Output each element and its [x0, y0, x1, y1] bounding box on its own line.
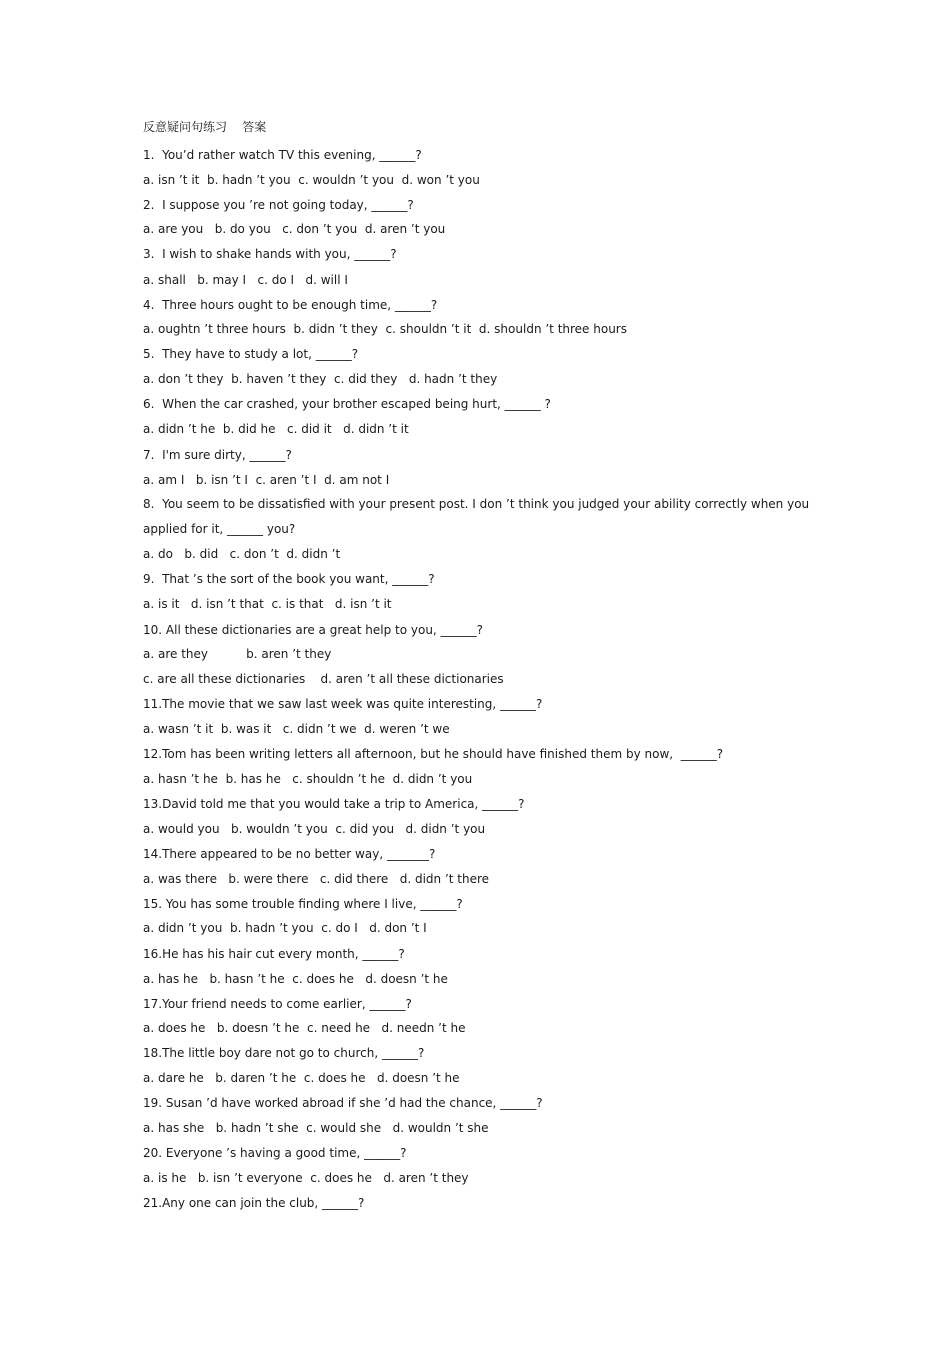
- question-3: 3. I wish to shake hands with you, ______?: [143, 247, 397, 261]
- options-1: a. isn ’t it b. hadn ’t you c. wouldn ’t you d. won ’t you: [143, 173, 480, 187]
- question-1: 1. You’d rather watch TV this evening, ______?: [143, 148, 422, 162]
- question-5: 5. They have to study a lot, ______?: [143, 347, 359, 361]
- question-11: 11.The movie that we saw last week was quite interesting, ______?: [143, 697, 543, 711]
- question-7: 7. I'm sure dirty, ______?: [143, 448, 292, 462]
- options-20: a. is he b. isn ’t everyone c. does he d. aren ’t they: [143, 1171, 469, 1185]
- question-6: 6. When the car crashed, your brother escaped being hurt, ______ ?: [143, 397, 551, 411]
- options-12: a. hasn ’t he b. has he c. shouldn ’t he d. didn ’t you: [143, 772, 473, 786]
- question-20: 20. Everyone ’s having a good time, ______?: [143, 1146, 407, 1160]
- options-5: a. don ’t they b. haven ’t they c. did they d. hadn ’t they: [143, 372, 498, 386]
- options-13: a. would you b. wouldn ’t you c. did you d. didn ’t you: [143, 822, 486, 836]
- options-11: a. wasn ’t it b. was it c. didn ’t we d. weren ’t we: [143, 722, 450, 736]
- options-16: a. has he b. hasn ’t he c. does he d. doesn ’t he: [143, 972, 448, 986]
- options-10-a-b: a. are they b. aren ’t they: [143, 647, 332, 661]
- options-9: a. is it d. isn ’t that c. is that d. isn ’t it: [143, 597, 392, 611]
- options-3: a. shall b. may I c. do I d. will I: [143, 273, 348, 287]
- question-10: 10. All these dictionaries are a great help to you, ______?: [143, 623, 483, 637]
- options-7: a. am I b. isn ’t I c. aren ’t I d. am not I: [143, 473, 390, 487]
- options-2: a. are you b. do you c. don ’t you d. aren ’t you: [143, 222, 446, 236]
- question-18: 18.The little boy dare not go to church, ______?: [143, 1046, 425, 1060]
- options-6: a. didn ’t he b. did he c. did it d. didn ’t it: [143, 422, 409, 436]
- question-8-continued: applied for it, ______ you?: [143, 522, 296, 536]
- options-15: a. didn ’t you b. hadn ’t you c. do I d. don ’t I: [143, 921, 427, 935]
- options-10-c-d: c. are all these dictionaries d. aren ’t all these dictionaries: [143, 672, 504, 686]
- options-14: a. was there b. were there c. did there d. didn ’t there: [143, 872, 490, 886]
- question-4: 4. Three hours ought to be enough time, ______?: [143, 298, 438, 312]
- question-12: 12.Tom has been writing letters all afternoon, but he should have finished them by now, ______?: [143, 747, 724, 761]
- options-8: a. do b. did c. don ’t d. didn ’t: [143, 547, 341, 561]
- options-17: a. does he b. doesn ’t he c. need he d. needn ’t he: [143, 1021, 466, 1035]
- question-21: 21.Any one can join the club, ______?: [143, 1196, 365, 1210]
- question-14: 14.There appeared to be no better way, _______?: [143, 847, 436, 861]
- question-16: 16.He has his hair cut every month, ______?: [143, 947, 405, 961]
- options-4: a. oughtn ’t three hours b. didn ’t they c. shouldn ’t it d. shouldn ’t three hours: [143, 322, 627, 336]
- options-18: a. dare he b. daren ’t he c. does he d. doesn ’t he: [143, 1071, 460, 1085]
- question-13: 13.David told me that you would take a trip to America, ______?: [143, 797, 525, 811]
- question-15: 15. You has some trouble finding where I live, ______?: [143, 897, 463, 911]
- question-17: 17.Your friend needs to come earlier, ______?: [143, 997, 412, 1011]
- options-19: a. has she b. hadn ’t she c. would she d. wouldn ’t she: [143, 1121, 489, 1135]
- question-9: 9. That ’s the sort of the book you want, ______?: [143, 572, 435, 586]
- question-8: 8. You seem to be dissatisfied with your present post. I don ’t think you judged your ability correctly when you: [143, 497, 810, 511]
- document-title: 反意疑问句练习 答案: [143, 120, 267, 134]
- question-19: 19. Susan ’d have worked abroad if she ’d had the chance, ______?: [143, 1096, 543, 1110]
- question-2: 2. I suppose you ’re not going today, ______?: [143, 198, 414, 212]
